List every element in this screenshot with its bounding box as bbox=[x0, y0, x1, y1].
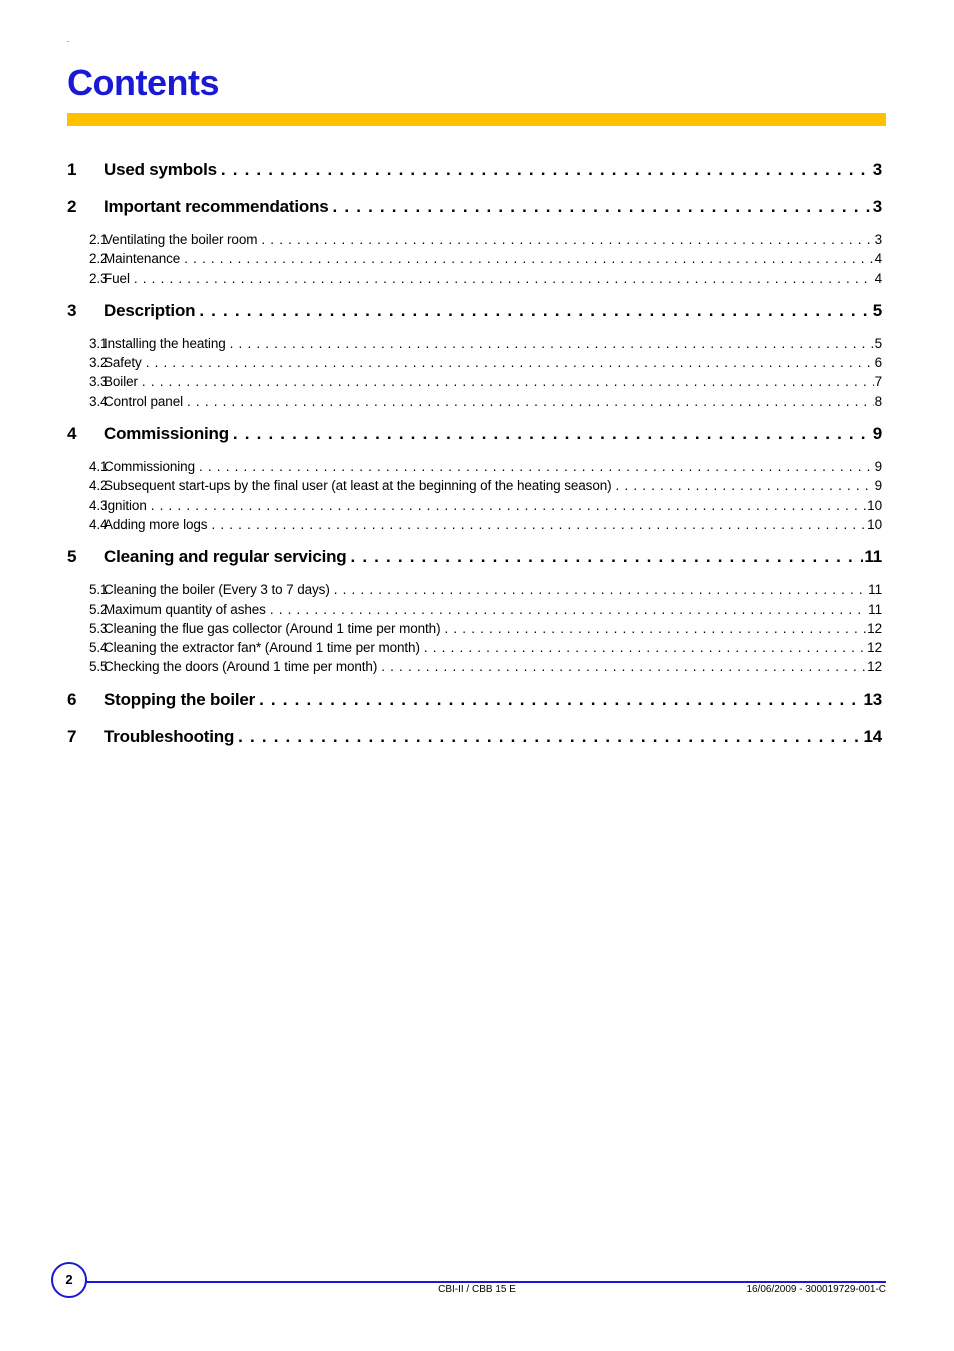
toc-entry-sub[interactable] bbox=[67, 353, 882, 372]
spacer bbox=[67, 534, 882, 543]
toc-sub-page: 9 bbox=[874, 459, 882, 475]
spacer bbox=[67, 571, 882, 580]
toc-entry-main[interactable] bbox=[67, 543, 882, 571]
toc-entry-number: 4 bbox=[67, 424, 77, 444]
toc-entry-number: 2 bbox=[67, 197, 77, 216]
toc-leader-dots bbox=[233, 420, 872, 448]
toc-leader-dots bbox=[333, 193, 872, 221]
toc-section bbox=[67, 193, 882, 297]
toc-entry-page: 3 bbox=[872, 197, 882, 216]
toc-sub-label: Maintenance bbox=[104, 251, 181, 267]
toc-entry-page: 9 bbox=[872, 424, 882, 444]
toc-sub-label: Adding more logs bbox=[104, 516, 208, 532]
toc-leader-dots bbox=[350, 543, 863, 571]
footer-doc-ref: 16/06/2009 - 300019729-001-C bbox=[746, 1284, 886, 1295]
toc-sub-label: Control panel bbox=[104, 393, 184, 409]
toc-leader-dots bbox=[381, 657, 866, 676]
toc-sub-page: 12 bbox=[867, 640, 882, 656]
toc-sub-number: 4.3 bbox=[89, 497, 108, 513]
toc-sub-page: 8 bbox=[874, 393, 882, 409]
toc-entry-sub[interactable] bbox=[67, 496, 882, 515]
toc-leader-dots bbox=[221, 156, 872, 184]
toc-entry-sub[interactable] bbox=[67, 230, 882, 249]
toc-sub-label: Fuel bbox=[104, 270, 130, 286]
toc-entry-sub[interactable] bbox=[67, 476, 882, 495]
toc-section bbox=[67, 723, 882, 760]
toc-entry-number: 6 bbox=[67, 689, 77, 709]
toc-leader-dots bbox=[211, 515, 866, 534]
toc-section bbox=[67, 156, 882, 193]
toc-sub-page: 4 bbox=[874, 270, 882, 286]
toc-sub-number: 4.1 bbox=[89, 459, 108, 475]
toc-leader-dots bbox=[444, 619, 866, 638]
toc-sub-page: 11 bbox=[868, 601, 882, 617]
toc-entry-label: Troubleshooting bbox=[104, 726, 235, 746]
toc-leader-dots bbox=[142, 372, 874, 391]
toc-sub-label: Safety bbox=[104, 355, 142, 371]
toc-entry-main[interactable] bbox=[67, 723, 882, 751]
toc-sub-page: 3 bbox=[874, 232, 882, 247]
toc-leader-dots bbox=[151, 496, 866, 515]
toc-sub-number: 5.4 bbox=[89, 640, 108, 656]
toc-sub-number: 3.4 bbox=[89, 393, 108, 409]
toc-sub-number: 3.1 bbox=[89, 335, 108, 351]
toc-sub-page: 4 bbox=[874, 251, 882, 267]
footer-rule bbox=[86, 1281, 886, 1283]
toc-section bbox=[67, 420, 882, 543]
toc-sub-page: 12 bbox=[867, 659, 882, 675]
toc-leader-dots bbox=[424, 638, 866, 657]
toc-sub-label: Ignition bbox=[104, 497, 147, 513]
header-mark: . bbox=[67, 35, 70, 44]
toc-entry-main[interactable] bbox=[67, 156, 882, 184]
spacer bbox=[67, 751, 882, 760]
toc-entry-number: 5 bbox=[67, 547, 77, 567]
toc-entry-label: Important recommendations bbox=[104, 197, 329, 216]
toc-entry-label: Used symbols bbox=[104, 160, 217, 179]
toc-sub-label: Boiler bbox=[104, 374, 138, 390]
table-of-contents bbox=[67, 156, 882, 760]
toc-entry-sub[interactable] bbox=[67, 334, 882, 353]
spacer bbox=[67, 677, 882, 686]
toc-sub-number: 4.4 bbox=[89, 516, 108, 532]
spacer bbox=[67, 221, 882, 230]
toc-entry-label: Cleaning and regular servicing bbox=[104, 547, 347, 567]
toc-sub-number: 4.2 bbox=[89, 478, 108, 494]
toc-entry-sub[interactable] bbox=[67, 638, 882, 657]
toc-entry-sub[interactable] bbox=[67, 600, 882, 619]
title-accent-bar bbox=[67, 113, 886, 126]
toc-entry-label: Commissioning bbox=[104, 424, 229, 444]
toc-sub-label: Maximum quantity of ashes bbox=[104, 601, 266, 617]
toc-entry-main[interactable] bbox=[67, 193, 882, 221]
toc-entry-label: Stopping the boiler bbox=[104, 689, 256, 709]
toc-leader-dots bbox=[238, 723, 862, 751]
toc-leader-dots bbox=[184, 249, 873, 268]
toc-entry-main[interactable] bbox=[67, 297, 882, 325]
toc-entry-number: 1 bbox=[67, 160, 77, 179]
page-number-badge: 2 bbox=[51, 1262, 87, 1298]
toc-leader-dots bbox=[270, 600, 867, 619]
spacer bbox=[67, 411, 882, 420]
toc-sub-label: Commissioning bbox=[104, 459, 195, 475]
toc-entry-sub[interactable] bbox=[67, 619, 882, 638]
toc-entry-page: 5 bbox=[872, 300, 882, 320]
toc-sub-label: Checking the doors (Around 1 time per month) bbox=[104, 659, 378, 675]
toc-leader-dots bbox=[334, 580, 867, 599]
toc-leader-dots bbox=[134, 269, 874, 288]
toc-section bbox=[67, 297, 882, 420]
toc-entry-sub[interactable] bbox=[67, 457, 882, 476]
toc-sub-number: 3.2 bbox=[89, 355, 108, 371]
toc-entry-sub[interactable] bbox=[67, 392, 882, 411]
toc-leader-dots bbox=[261, 230, 873, 249]
spacer bbox=[67, 288, 882, 297]
toc-sub-page: 10 bbox=[867, 497, 882, 513]
toc-entry-page: 3 bbox=[872, 160, 882, 179]
toc-entry-page: 13 bbox=[863, 689, 882, 709]
toc-entry-sub[interactable] bbox=[67, 249, 882, 268]
toc-leader-dots bbox=[199, 457, 874, 476]
toc-leader-dots bbox=[259, 686, 862, 714]
footer-product: CBI-II / CBB 15 E bbox=[438, 1284, 516, 1295]
toc-entry-page: 14 bbox=[863, 726, 882, 746]
toc-sub-page: 11 bbox=[868, 582, 882, 598]
toc-sub-number: 2.2 bbox=[89, 251, 108, 267]
toc-leader-dots bbox=[187, 392, 874, 411]
toc-section bbox=[67, 543, 882, 685]
toc-sub-label: Subsequent start-ups by the final user (at least at the beginning of the heating season) bbox=[104, 478, 612, 494]
toc-sub-label: Cleaning the extractor fan* (Around 1 time per month) bbox=[104, 640, 420, 656]
toc-sub-label: Installing the heating bbox=[104, 335, 226, 351]
toc-entry-sub[interactable] bbox=[67, 657, 882, 676]
spacer bbox=[67, 325, 882, 334]
toc-entry-number: 3 bbox=[67, 300, 77, 320]
page-title: Contents bbox=[67, 62, 219, 103]
toc-leader-dots bbox=[230, 334, 874, 353]
toc-sub-number: 5.2 bbox=[89, 601, 108, 617]
toc-entry-sub[interactable] bbox=[67, 372, 882, 391]
toc-sub-label: Ventilating the boiler room bbox=[104, 232, 258, 247]
toc-leader-dots bbox=[199, 297, 871, 325]
toc-sub-label: Cleaning the flue gas collector (Around 1 time per month) bbox=[104, 620, 441, 636]
toc-sub-page: 6 bbox=[874, 355, 882, 371]
toc-entry-sub[interactable] bbox=[67, 269, 882, 288]
toc-entry-label: Description bbox=[104, 300, 196, 320]
toc-sub-number: 5.5 bbox=[89, 659, 108, 675]
toc-sub-page: 7 bbox=[874, 374, 882, 390]
toc-leader-dots bbox=[616, 476, 874, 495]
toc-sub-number: 5.3 bbox=[89, 620, 108, 636]
toc-sub-page: 10 bbox=[867, 516, 882, 532]
toc-entry-page: 11 bbox=[864, 547, 882, 567]
toc-sub-label: Cleaning the boiler (Every 3 to 7 days) bbox=[104, 582, 330, 598]
toc-sub-page: 12 bbox=[867, 620, 882, 636]
toc-sub-page: 5 bbox=[874, 335, 882, 351]
toc-sub-number: 5.1 bbox=[89, 582, 108, 598]
toc-entry-sub[interactable] bbox=[67, 580, 882, 599]
toc-sub-number: 3.3 bbox=[89, 374, 108, 390]
spacer bbox=[67, 448, 882, 457]
spacer bbox=[67, 714, 882, 723]
toc-section bbox=[67, 686, 882, 723]
spacer bbox=[67, 184, 882, 193]
toc-sub-number: 2.3 bbox=[89, 270, 108, 286]
toc-entry-main[interactable] bbox=[67, 686, 882, 714]
toc-entry-sub[interactable] bbox=[67, 515, 882, 534]
toc-entry-number: 7 bbox=[67, 726, 77, 746]
toc-leader-dots bbox=[146, 353, 874, 372]
toc-sub-page: 9 bbox=[874, 478, 882, 494]
toc-sub-number: 2.1 bbox=[89, 232, 108, 247]
toc-entry-main[interactable] bbox=[67, 420, 882, 448]
